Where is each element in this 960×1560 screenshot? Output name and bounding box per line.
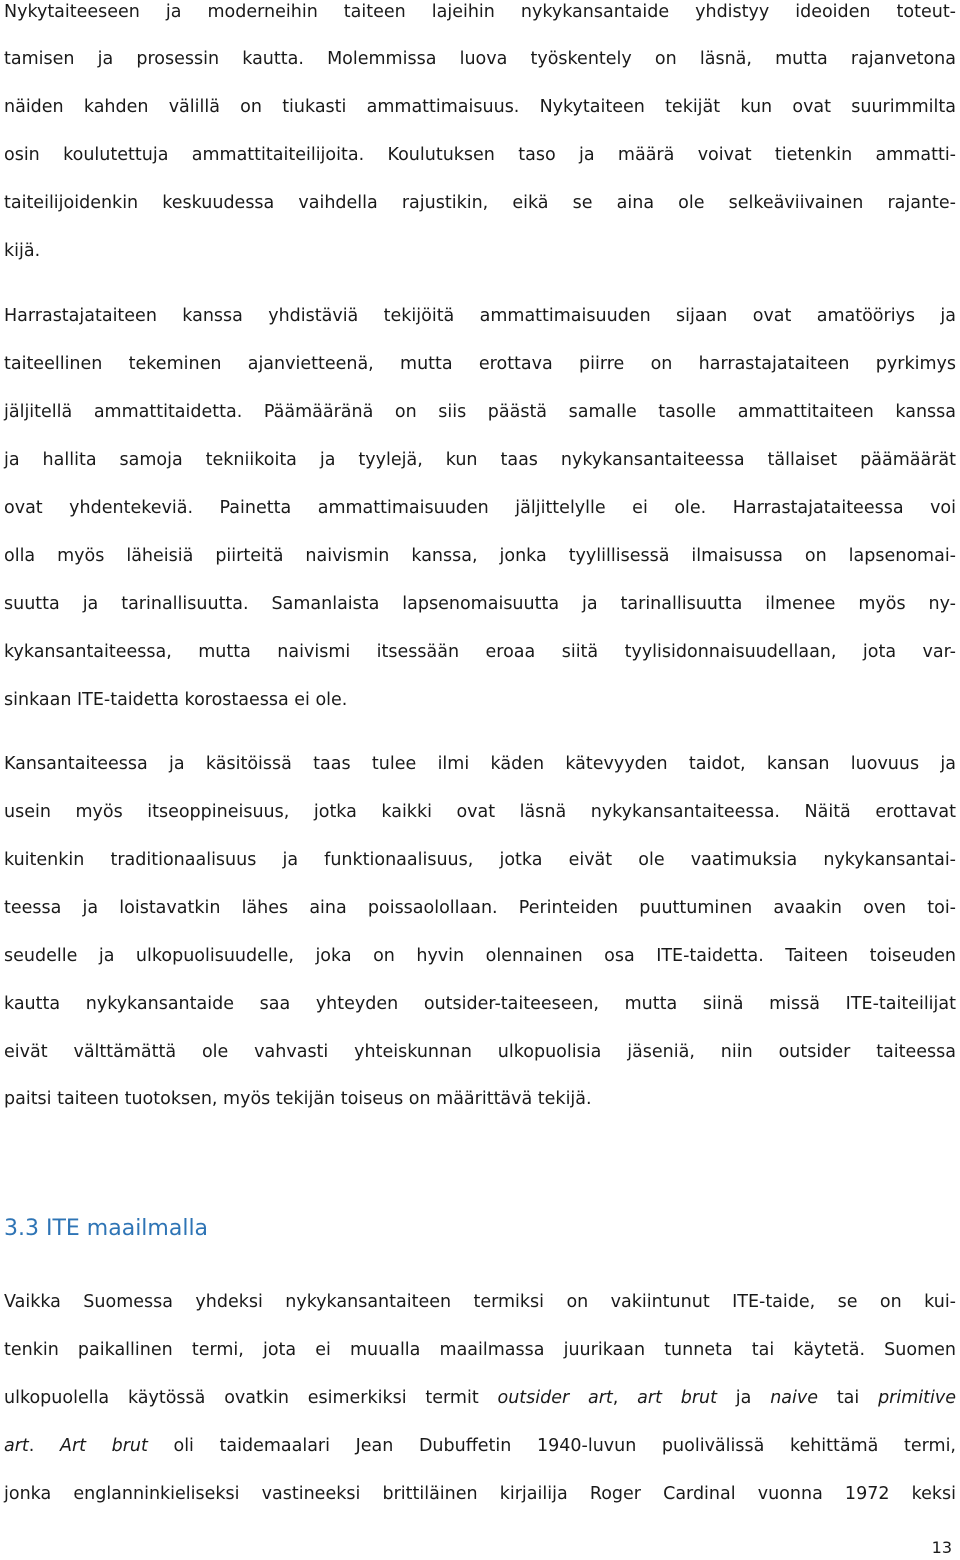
text-run: , xyxy=(612,1388,638,1408)
text-line: tenkin paikallinen termi, jota ei muualla maailmassa juurikaan tunneta tai käytetä. Suomen xyxy=(4,1340,956,1360)
text-line: ovat yhdentekeviä. Painetta ammattimaisuuden jäljittelylle ei ole. Harrastajataiteessa voi xyxy=(4,498,956,518)
text-run: . xyxy=(28,1436,60,1456)
text-run: ja xyxy=(717,1388,771,1408)
text-line: taiteellinen tekeminen ajanvietteenä, mutta erottava piirre on harrastajataiteen pyrkimys xyxy=(4,354,956,374)
term-primitive: primitive xyxy=(878,1388,956,1408)
text-line: olla myös läheisiä piirteitä naivismin kanssa, jonka tyylillisessä ilmaisussa on lapsenomai- xyxy=(4,546,956,566)
text-line: eivät välttämättä ole vahvasti yhteiskunnan ulkopuolisia jäseniä, niin outsider taiteessa xyxy=(4,1042,956,1062)
text-line: taiteilijoidenkin keskuudessa vaihdella rajustikin, eikä se aina ole selkeäviivainen rajante- xyxy=(4,193,956,213)
text-line: Nykytaiteeseen ja moderneihin taiteen lajeihin nykykansantaide yhdistyy ideoiden toteut- xyxy=(4,2,956,22)
text-line: Harrastajataiteen kanssa yhdistäviä tekijöitä ammattimaisuuden sijaan ovat amatööriys ja xyxy=(4,306,956,326)
section-heading: 3.3 ITE maailmalla xyxy=(4,1216,209,1241)
text-line: kykansantaiteessa, mutta naivismi itsessään eroaa siitä tyylisidonnaisuudellaan, jota var- xyxy=(4,642,956,662)
text-line xyxy=(4,1434,956,1458)
text-line: paitsi taiteen tuotoksen, myös tekijän toiseus on määrittävä tekijä. xyxy=(4,1089,592,1109)
text-line: Kansantaiteessa ja käsitöissä taas tulee ilmi käden kätevyyden taidot, kansan luovuus ja xyxy=(4,754,956,774)
term-art: art xyxy=(4,1436,29,1456)
term-naive: naive xyxy=(770,1388,819,1408)
text-run: oli taidemaalari Jean Dubuffetin 1940-luvun puolivälissä kehittämä termi, xyxy=(147,1436,956,1456)
text-line: jäljitellä ammattitaidetta. Päämääränä on siis päästä samalle tasolle ammattitaiteen kanssa xyxy=(4,402,956,422)
term-art-brut: art brut xyxy=(637,1388,717,1408)
term-art-brut: Art brut xyxy=(59,1436,148,1456)
text-line xyxy=(4,1386,956,1410)
text-line: Vaikka Suomessa yhdeksi nykykansantaiteen termiksi on vakiintunut ITE-taide, se on kui- xyxy=(4,1292,956,1312)
text-line: seudelle ja ulkopuolisuudelle, joka on hyvin olennainen osa ITE-taidetta. Taiteen toiseuden xyxy=(4,946,956,966)
text-line: suutta ja tarinallisuutta. Samanlaista lapsenomaisuutta ja tarinallisuutta ilmenee myös ny- xyxy=(4,594,956,614)
text-line: näiden kahden välillä on tiukasti ammattimaisuus. Nykytaiteen tekijät kun ovat suurimmilta xyxy=(4,97,956,117)
text-line: sinkaan ITE-taidetta korostaessa ei ole. xyxy=(4,690,348,710)
text-line: kijä. xyxy=(4,241,41,261)
page-number: 13 xyxy=(931,1538,952,1557)
text-line: ja hallita samoja tekniikoita ja tyylejä, kun taas nykykansantaiteessa tällaiset päämäärät xyxy=(4,450,956,470)
text-line: kautta nykykansantaide saa yhteyden outsider-taiteeseen, mutta siinä missä ITE-taiteilijat xyxy=(4,994,956,1014)
text-line: osin koulutettuja ammattitaiteilijoita. Koulutuksen taso ja määrä voivat tietenkin ammatti- xyxy=(4,145,956,165)
text-line: usein myös itseoppineisuus, jotka kaikki ovat läsnä nykykansantaiteessa. Näitä erottavat xyxy=(4,802,956,822)
text-line: jonka englanninkieliseksi vastineeksi brittiläinen kirjailija Roger Cardinal vuonna 1972 keksi xyxy=(4,1484,956,1504)
text-line: tamisen ja prosessin kautta. Molemmissa luova työskentely on läsnä, mutta rajanvetona xyxy=(4,49,956,69)
term-outsider-art: outsider art xyxy=(497,1388,613,1408)
text-run: tai xyxy=(818,1388,879,1408)
text-line: kuitenkin traditionaalisuus ja funktionaalisuus, jotka eivät ole vaatimuksia nykykansantai- xyxy=(4,850,956,870)
text-run: ulkopuolella käytössä ovatkin esimerkiksi termit xyxy=(4,1388,498,1408)
text-line: teessa ja loistavatkin lähes aina poissaolollaan. Perinteiden puuttuminen avaakin oven toi- xyxy=(4,898,956,918)
